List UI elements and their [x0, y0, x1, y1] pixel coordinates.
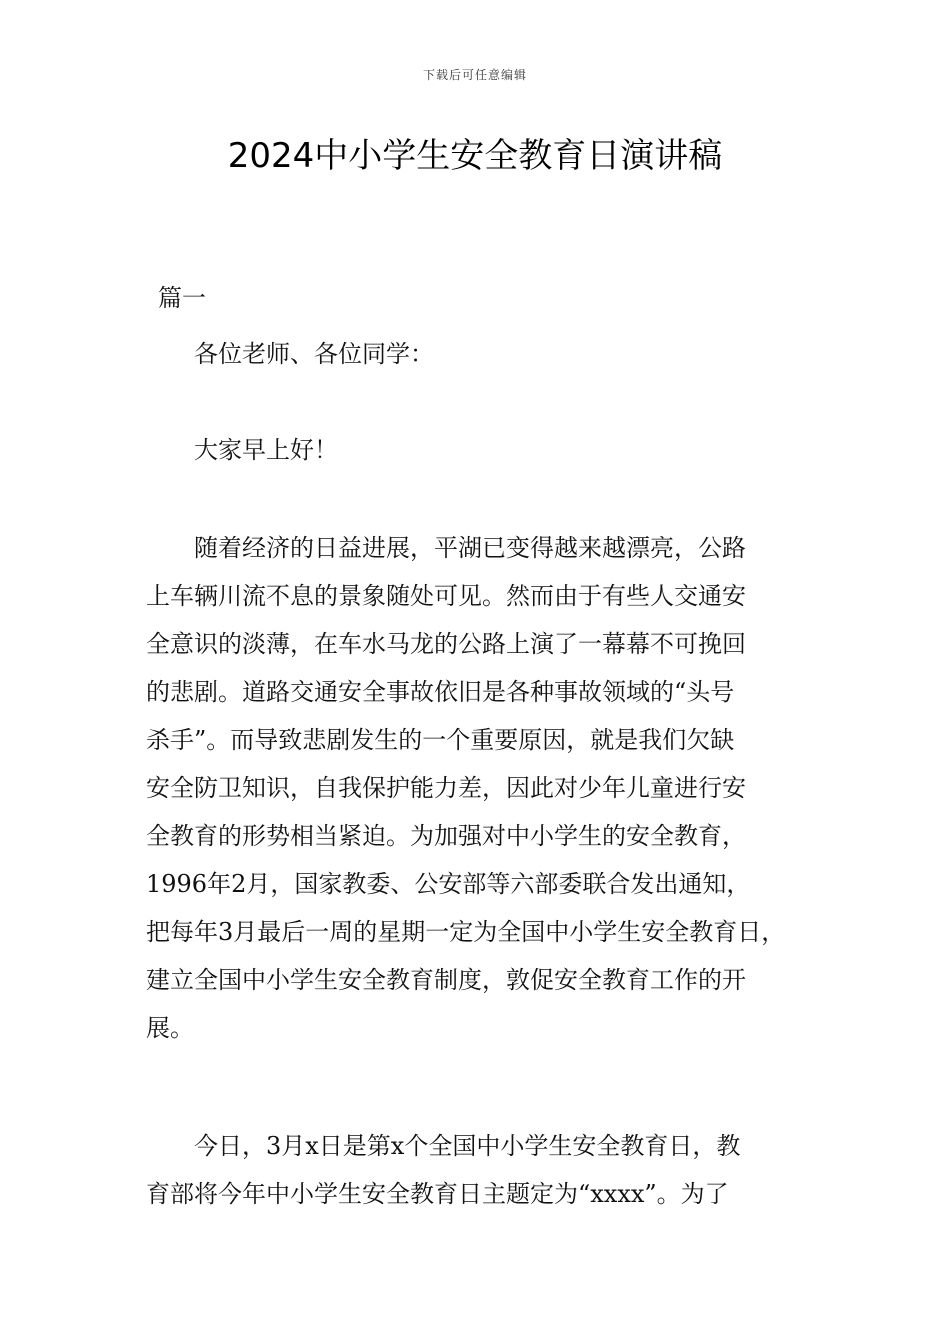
document-title: 2024中小学生安全教育日演讲稿 — [227, 136, 723, 176]
greeting-line: 各位老师、各位同学： — [194, 340, 434, 368]
section-label: 篇一 — [158, 284, 206, 312]
body-paragraph: 今日，3月x日是第x个全国中小学生安全教育日，教 育部将今年中小学生安全教育日主题定为“xxxx”。为了 — [146, 1132, 741, 1208]
salutation-line: 大家早上好！ — [194, 436, 338, 464]
header-note: 下载后可任意编辑 — [422, 68, 527, 82]
body-paragraph: 随着经济的日益进展，平湖已变得越来越漂亮，公路 上车辆川流不息的景象随处可见。然而由于有些人交通安 全意识的淡薄，在车水马龙的公路上演了一幕幕不可挽回 的悲剧。道路交通安全事故依旧是各种事故领域的“头号 杀手”。而导致悲剧发生的一个重要原因，就是我们欠缺 安全防卫知识，自我保护能力差，因此对少年儿童进行安 全教育的形势相当紧迫。为加强对中小学生的安全教育， 1996年2月，国家教委、公安部等六部委联合发出通知， 把每年3月最后一周的星期一定为全国中小学生安全教育日， 建立全国中小学生安全教育制度，敦促安全教育工作的开 展。 — [146, 534, 786, 1042]
